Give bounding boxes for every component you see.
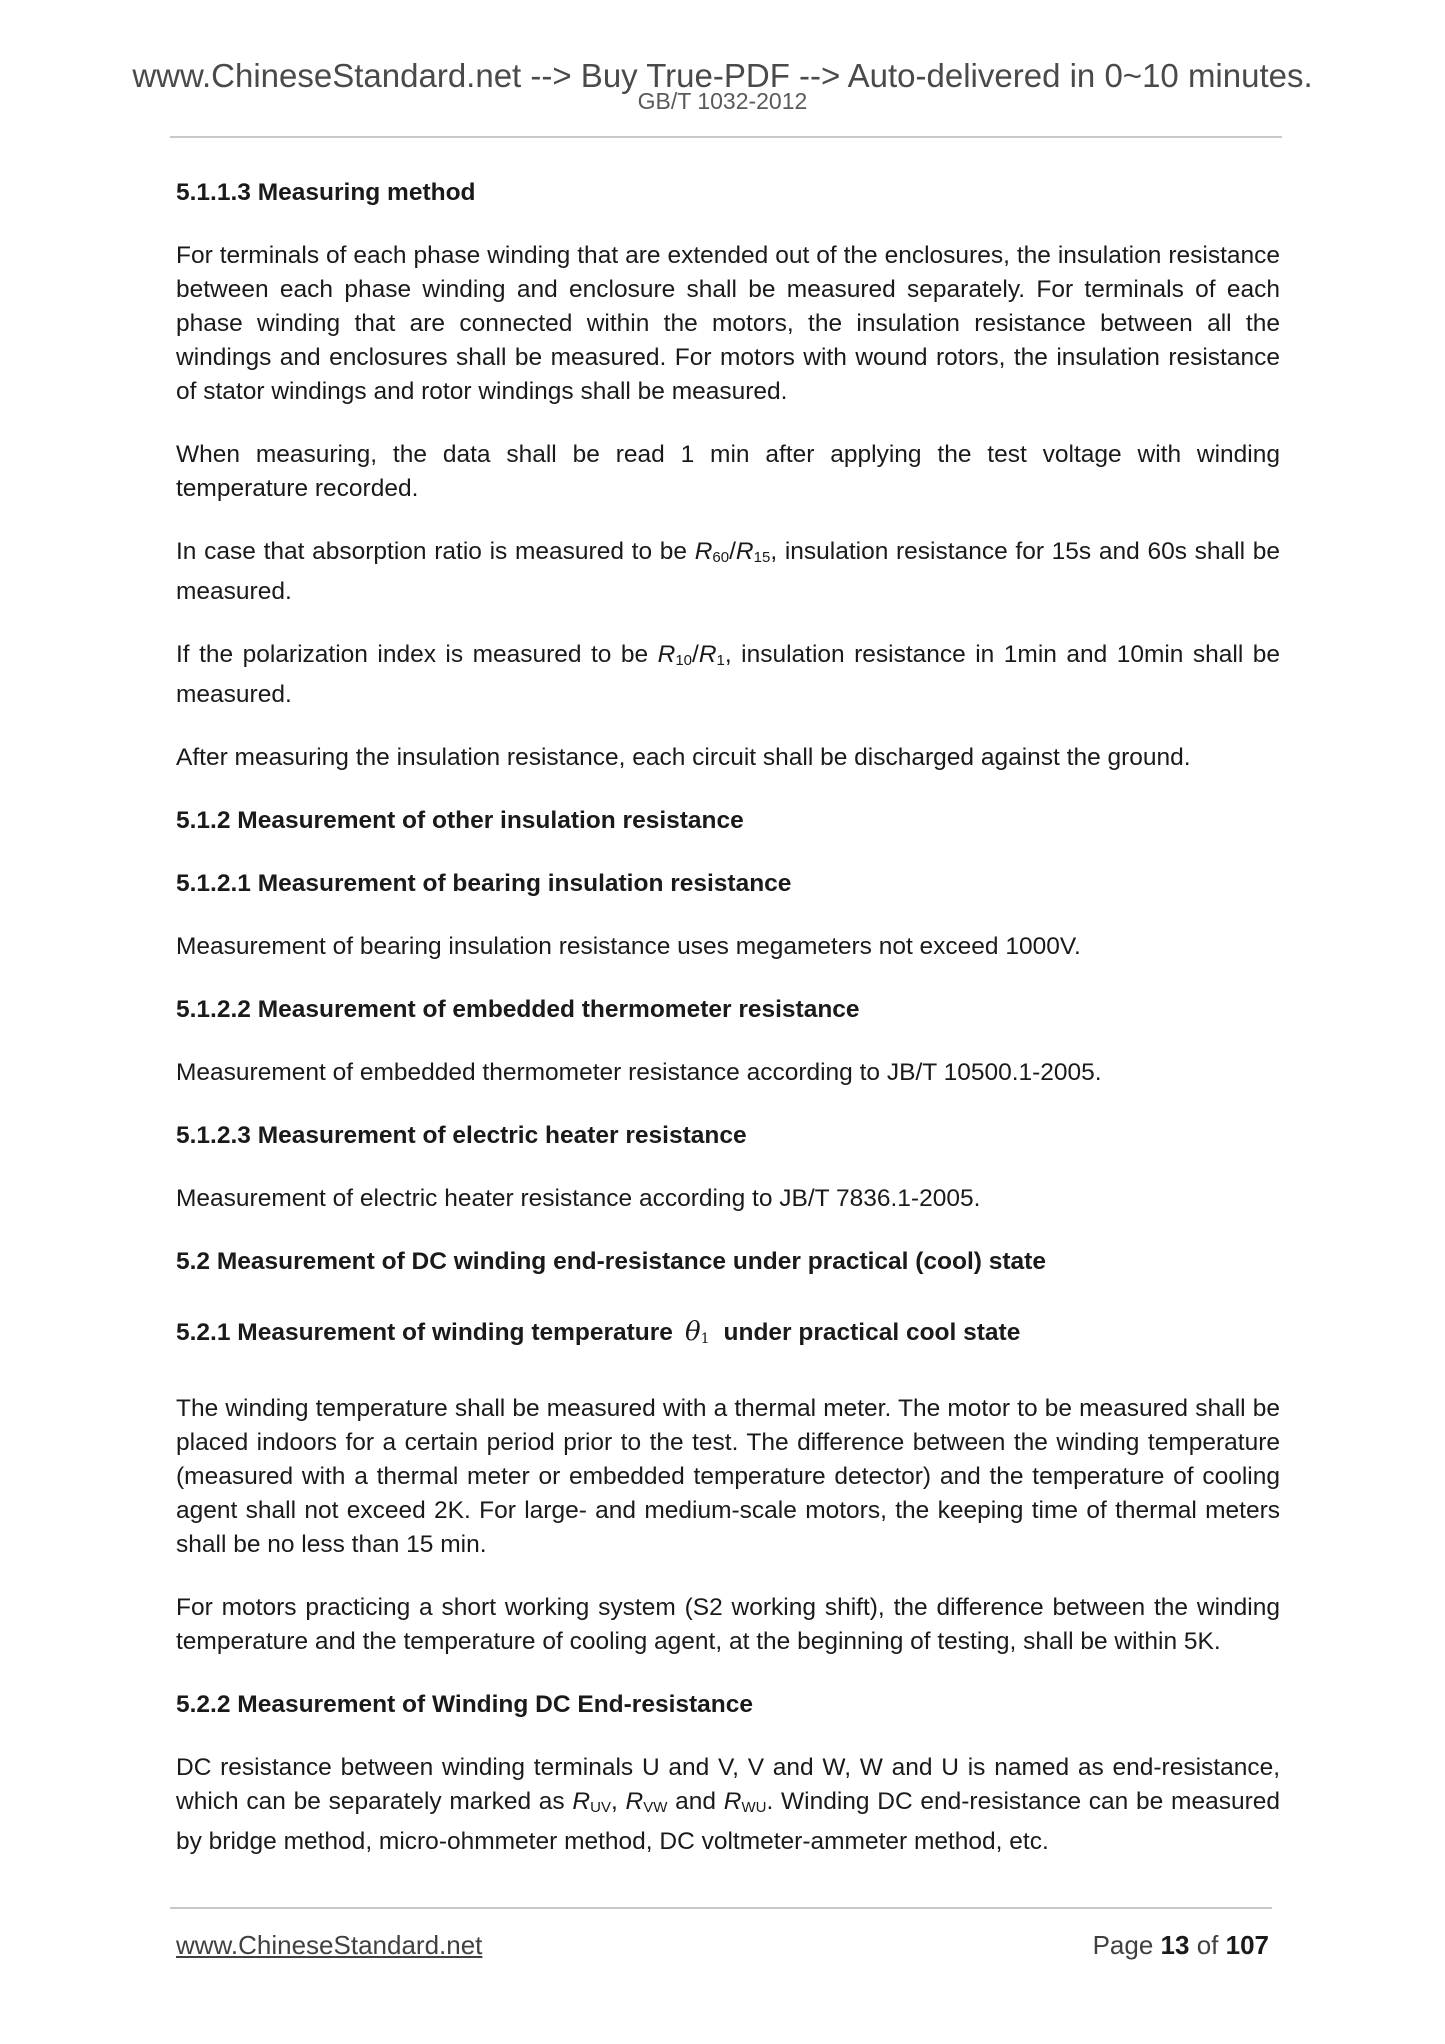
paragraph-electric-heater: Measurement of electric heater resistance according to JB/T 7836.1-2005.: [176, 1185, 981, 1212]
symbol-r: R: [572, 1788, 591, 1815]
text: DC resistance between winding terminals U and V, V and W, W and U is named as end-resistance, which can be separately marked as: [176, 1754, 1280, 1815]
subscript: 1: [700, 1331, 710, 1347]
symbol-theta: θ: [684, 1317, 701, 1347]
heading-5-1-2-1: 5.1.2.1 Measurement of bearing insulation resistance: [176, 870, 792, 897]
subscript: VW: [643, 1799, 668, 1816]
text: and: [667, 1788, 724, 1815]
site-banner[interactable]: www.ChineseStandard.net --> Buy True-PDF --> Auto-delivered in 0~10 minutes.: [132, 57, 1313, 94]
text: 5.2.1 Measurement of winding temperature: [176, 1319, 673, 1346]
subscript: 60: [712, 549, 730, 566]
text: under practical cool state: [723, 1319, 1021, 1346]
heading-5-1-2-3: 5.1.2.3 Measurement of electric heater resistance: [176, 1122, 747, 1149]
text: , insulation resistance for 15s and 60s shall be measured.: [176, 538, 1280, 605]
text: In case that absorption ratio is measured to be: [176, 538, 695, 565]
heading-5-1-2-2: 5.1.2.2 Measurement of embedded thermometer resistance: [176, 996, 860, 1023]
text: . Winding DC end-resistance can be measured by bridge method, micro-ohmmeter method, DC voltmeter-ammeter method, etc.: [176, 1788, 1280, 1855]
paragraph-bearing-insulation: Measurement of bearing insulation resistance uses megameters not exceed 1000V.: [176, 933, 1081, 960]
heading-5-1-1-3: 5.1.1.3 Measuring method: [176, 179, 476, 206]
subscript: UV: [590, 1799, 611, 1816]
header-divider: [170, 136, 1282, 138]
page-total: 107: [1225, 1930, 1269, 1960]
page-prefix: Page: [1092, 1930, 1161, 1960]
text: /: [692, 641, 699, 668]
theta-symbol: [685, 1317, 710, 1347]
footer-divider: [170, 1907, 1272, 1909]
symbol-r: R: [694, 538, 713, 565]
subscript: 10: [675, 652, 692, 669]
page-body: [176, 176, 1280, 1888]
paragraph-end-resistance: [176, 1751, 1280, 1859]
text: ,: [610, 1788, 626, 1815]
symbol-r: R: [657, 641, 676, 668]
page-number: [1093, 1930, 1269, 1961]
heading-5-2-1: [176, 1315, 1280, 1356]
subscript: WU: [741, 1799, 767, 1816]
text: , insulation resistance in 1min and 10min shall be measured.: [176, 641, 1280, 708]
paragraph-terminals: For terminals of each phase winding that are extended out of the enclosures, the insulation resistance between each phase winding and enclosure shall be measured separately. For terminals of each phase winding that are connected within the motors, the insulation resistance between all the windings and enclosures shall be measured. For motors with wound rotors, the insulation resistance of stator windings and rotor windings shall be measured.: [176, 242, 1280, 405]
paragraph-measuring-read: When measuring, the data shall be read 1 min after applying the test voltage with winding temperature recorded.: [176, 441, 1280, 502]
standard-code: GB/T 1032-2012: [637, 88, 808, 114]
symbol-r: R: [723, 1788, 742, 1815]
subscript: 15: [753, 549, 771, 566]
heading-5-2: 5.2 Measurement of DC winding end-resistance under practical (cool) state: [176, 1248, 1046, 1275]
paragraph-short-working-system: For motors practicing a short working system (S2 working shift), the difference between the winding temperature and the temperature of cooling agent, at the beginning of testing, shall be within 5K.: [176, 1594, 1280, 1655]
paragraph-winding-temperature: The winding temperature shall be measured with a thermal meter. The motor to be measured shall be placed indoors for a certain period prior to the test. The difference between the winding temperature (measured with a thermal meter or embedded temperature detector) and the temperature of cooling agent shall not exceed 2K. For large- and medium-scale motors, the keeping time of thermal meters shall be no less than 15 min.: [176, 1395, 1280, 1558]
heading-5-2-2: 5.2.2 Measurement of Winding DC End-resistance: [176, 1691, 754, 1718]
heading-5-1-2: 5.1.2 Measurement of other insulation resistance: [176, 807, 744, 834]
subscript: 1: [716, 652, 725, 669]
page-of: of: [1189, 1930, 1226, 1960]
footer-site-link[interactable]: www.ChineseStandard.net: [176, 1930, 483, 1960]
symbol-r: R: [698, 641, 717, 668]
text: /: [729, 538, 736, 565]
symbol-r: R: [735, 538, 754, 565]
symbol-r: R: [625, 1788, 644, 1815]
paragraph-embedded-thermometer: Measurement of embedded thermometer resistance according to JB/T 10500.1-2005.: [176, 1059, 1102, 1086]
text: If the polarization index is measured to be: [176, 641, 658, 668]
page-current: 13: [1160, 1930, 1190, 1960]
paragraph-discharge: After measuring the insulation resistance, each circuit shall be discharged against the ground.: [176, 744, 1191, 771]
paragraph-absorption-ratio: [176, 535, 1280, 609]
paragraph-polarization-index: [176, 638, 1280, 712]
